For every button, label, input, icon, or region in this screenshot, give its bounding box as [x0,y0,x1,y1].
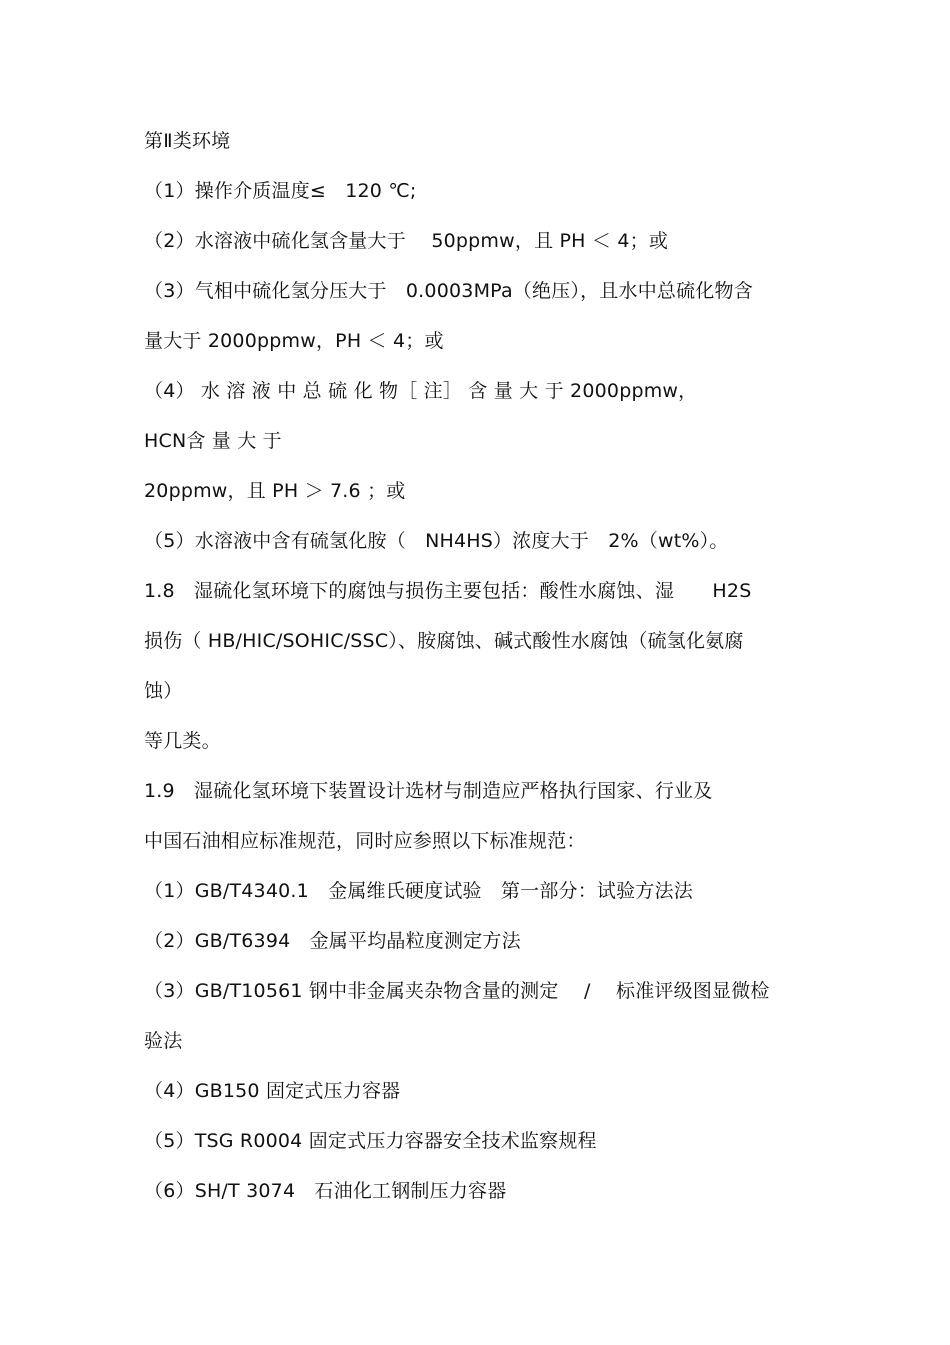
paragraph-line: 中国石油相应标准规范，同时应参照以下标准规范： [144,830,586,852]
standard-item: （1）GB/T4340.1 金属维氏硬度试验 第一部分：试验方法法 [144,880,693,902]
section-1-9-line: 1.9 湿硫化氢环境下装置设计选材与制造应严格执行国家、行业及 [144,780,713,802]
paragraph-line: 蚀） [144,680,183,702]
standard-item: （4）GB150 固定式压力容器 [144,1080,401,1102]
section-1-8-line: 1.8 湿硫化氢环境下的腐蚀与损伤主要包括：酸性水腐蚀、湿 H2S [144,580,752,602]
paragraph-line: （1）操作介质温度≤ 120 ℃; [144,180,417,202]
standard-item-continuation: 验法 [144,1030,183,1052]
paragraph-line: （4） 水 溶 液 中 总 硫 化 物［ 注］ 含 量 大 于 2000ppmw， [144,380,698,402]
paragraph-line: （2）水溶液中硫化氢含量大于 50ppmw，且 PH ＜ 4；或 [144,230,669,252]
section-heading: 第Ⅱ类环境 [144,130,231,152]
paragraph-line: （3）气相中硫化氢分压大于 0.0003MPa（绝压），且水中总硫化物含 [144,280,753,302]
paragraph-line: 20ppmw，且 PH ＞ 7.6 ；或 [144,480,406,502]
standard-item: （2）GB/T6394 金属平均晶粒度测定方法 [144,930,521,952]
paragraph-line: 等几类。 [144,730,221,752]
paragraph-line: 量大于 2000ppmw，PH ＜ 4；或 [144,330,444,352]
standard-item: （5）TSG R0004 固定式压力容器安全技术监察规程 [144,1130,597,1152]
paragraph-line: HCN含 量 大 于 [144,430,282,452]
paragraph-line: 损伤（ HB/HIC/SOHIC/SSC）、胺腐蚀、碱式酸性水腐蚀（硫氢化氨腐 [144,630,744,652]
standard-item: （3）GB/T10561 钢中非金属夹杂物含量的测定 / 标准评级图显微检 [144,980,770,1002]
standard-item: （6）SH/T 3074 石油化工钢制压力容器 [144,1180,507,1202]
paragraph-line: （5）水溶液中含有硫氢化胺（ NH4HS）浓度大于 2%（wt%）。 [144,530,729,552]
